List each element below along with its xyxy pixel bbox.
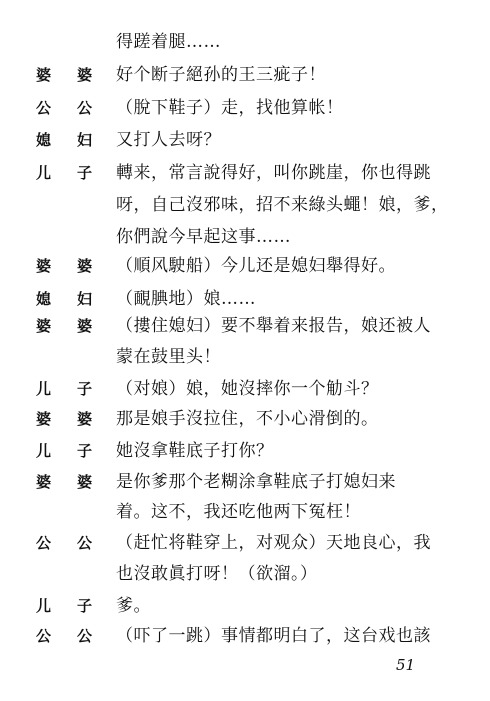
script-line	[0, 562, 490, 594]
speaker-name: 婆婆	[36, 317, 119, 335]
dialogue-text: 着。这不，我还吃他两下冤枉！	[116, 502, 361, 522]
speaker-name: 媳妇	[36, 290, 119, 308]
script-line	[0, 30, 490, 62]
speaker-name: 儿子	[36, 597, 119, 615]
dialogue-text: 呀，自己沒邪味，招不来綠头蠅！娘，爹，	[116, 195, 449, 215]
dialogue-text: 也沒敢眞打呀！（欲溜。）	[116, 564, 318, 584]
dialogue-text: 好个断子絕孙的王三疵子！	[116, 65, 326, 85]
dialogue-text: 你們說今早起这事……	[116, 227, 291, 247]
speaker-name: 公公	[36, 534, 119, 552]
dialogue-text: （脫下鞋子）走，找他算帐！	[116, 98, 344, 118]
script-line	[0, 161, 490, 193]
script-line	[0, 314, 490, 346]
script-line	[0, 128, 490, 160]
script-line	[0, 470, 490, 502]
dialogue-text: 那是娘手沒拉住，不小心滑倒的。	[116, 409, 379, 429]
script-line	[0, 439, 490, 471]
dialogue-text: （吓了一跳）事情都明白了，这台戏也該	[116, 626, 431, 646]
dialogue-text: 得蹉着腿……	[116, 32, 221, 52]
script-line	[0, 193, 490, 225]
speaker-name: 儿子	[36, 164, 119, 182]
speaker-name: 儿子	[36, 380, 119, 398]
speaker-name: 公公	[36, 99, 119, 117]
script-line	[0, 345, 490, 377]
speaker-name: 婆婆	[36, 66, 119, 84]
dialogue-text: 蒙在鼓里头！	[116, 347, 221, 367]
dialogue-text: 又打人去呀？	[116, 130, 221, 150]
dialogue-text: 她沒拿鞋底子打你？	[116, 441, 274, 461]
dialogue-text: （摟住媳妇）要不舉着来报告，娘还被人	[116, 316, 431, 336]
dialogue-text: （靦腆地）娘……	[116, 289, 256, 309]
script-line	[0, 254, 490, 286]
dialogue-text: 是你爹那个老糊涂拿鞋底子打媳妇来	[116, 472, 396, 492]
speaker-name: 媳妇	[36, 131, 119, 149]
dialogue-text: （对娘）娘，她沒摔你一个觔斗？	[116, 379, 379, 399]
page-number: 51	[396, 656, 416, 674]
script-line	[0, 225, 490, 257]
dialogue-text: 爹。	[116, 596, 151, 616]
speaker-name: 婆婆	[36, 257, 119, 275]
script-line	[0, 594, 490, 626]
script-line	[0, 377, 490, 409]
speaker-name: 公公	[36, 627, 119, 645]
script-line	[0, 500, 490, 532]
dialogue-text: （順风駛船）今儿还是媳妇舉得好。	[116, 256, 396, 276]
dialogue-text: （赶忙将鞋穿上，对观众）天地良心，我	[116, 533, 431, 553]
script-line	[0, 407, 490, 439]
speaker-name: 婆婆	[36, 410, 119, 428]
script-line	[0, 624, 490, 656]
dialogue-text: 轉来，常言說得好，叫你跳崖，你也得跳	[116, 163, 431, 183]
speaker-name: 婆婆	[36, 473, 119, 491]
script-line	[0, 96, 490, 128]
script-line	[0, 531, 490, 563]
speaker-name: 儿子	[36, 442, 119, 460]
script-line	[0, 63, 490, 95]
